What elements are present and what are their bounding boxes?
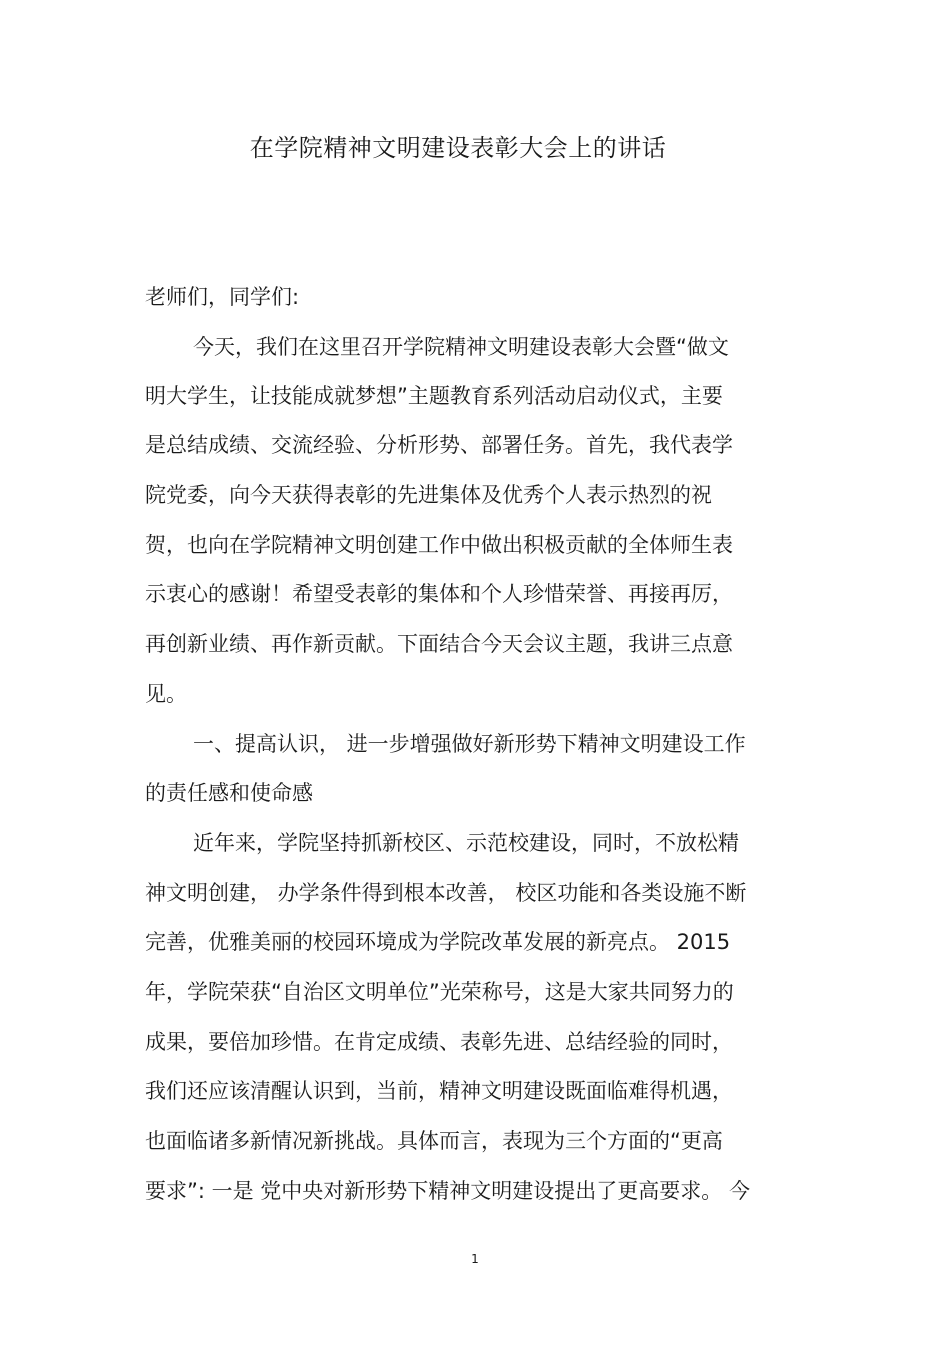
body-line: 今天，我们在这里召开学院精神文明建设表彰大会暨“做文 <box>193 335 729 359</box>
body-line: 贺，也向在学院精神文明创建工作中做出积极贡献的全体师生表 <box>145 533 733 557</box>
body-line: 成果，要倍加珍惜。在肯定成绩、表彰先进、总结经验的同时， <box>145 1030 733 1054</box>
body-line: 近年来，学院坚持抓新校区、示范校建设，同时，不放松精 <box>193 831 739 855</box>
body-line: 明大学生，让技能成就梦想”主题教育系列活动启动仪式，主要 <box>145 384 723 408</box>
body-line: 再创新业绩、再作新贡献。下面结合今天会议主题，我讲三点意 <box>145 632 733 656</box>
body-line: 神文明创建， 办学条件得到根本改善， 校区功能和各类设施不断 <box>145 881 747 905</box>
salutation: 老师们，同学们: <box>145 285 300 309</box>
body-line: 年，学院荣获“自治区文明单位”光荣称号，这是大家共同努力的 <box>145 980 734 1004</box>
section-heading-line: 的责任感和使命感 <box>145 781 313 805</box>
document-title: 在学院精神文明建设表彰大会上的讲话 <box>249 134 667 162</box>
body-line: 是总结成绩、交流经验、分析形势、部署任务。首先，我代表学 <box>145 433 733 457</box>
body-line: 示衷心的感谢！希望受表彰的集体和个人珍惜荣誉、再接再厉， <box>145 582 733 606</box>
section-heading-line: 一、提高认识， 进一步增强做好新形势下精神文明建设工作 <box>193 732 746 756</box>
body-line: 要求”: 一是 党中央对新形势下精神文明建设提出了更高要求。 今 <box>145 1179 750 1203</box>
body-line: 见。 <box>145 682 187 706</box>
body-line: 完善，优雅美丽的校园环境成为学院改革发展的新亮点。 2015 <box>145 930 731 954</box>
body-line: 也面临诸多新情况新挑战。具体而言，表现为三个方面的“更高 <box>145 1129 723 1153</box>
body-line: 我们还应该清醒认识到，当前，精神文明建设既面临难得机遇， <box>145 1079 733 1103</box>
body-line: 院党委，向今天获得表彰的先进集体及优秀个人表示热烈的祝 <box>145 483 712 507</box>
page-number: 1 <box>471 1252 479 1266</box>
